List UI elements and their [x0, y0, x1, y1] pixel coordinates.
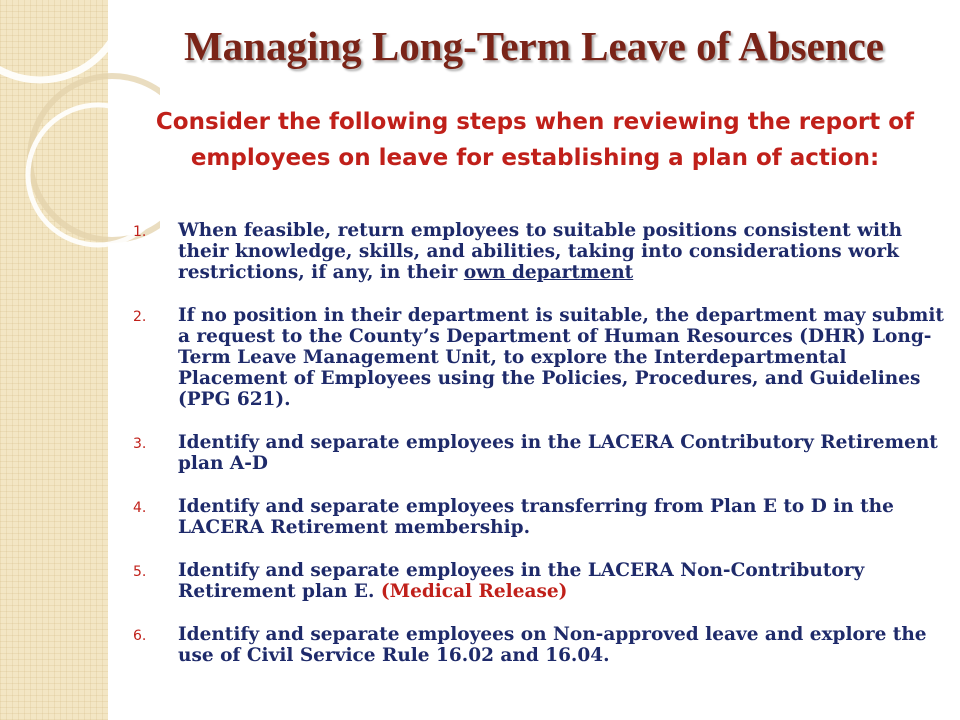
step-text: Identify and separate employees in the LACERA Non-Contributory Retirement plan E.	[178, 560, 865, 602]
step-item-1	[128, 220, 948, 283]
slide-title: Managing Long-Term Leave of Absence	[183, 23, 885, 69]
step-item-3	[128, 432, 948, 474]
step-item-4	[128, 496, 948, 538]
step-item-5	[128, 560, 948, 602]
step-text: If no position in their department is suitable, the department may submit a request to the County’s Department of Human Resources (DHR) Long-Term Leave Management Unit, to explore the Interdepartmental Placement of Employees using the Policies, Procedures, and Guidelines (PPG 621).	[178, 305, 944, 410]
step-number: 6.	[133, 628, 147, 644]
step-number: 1.	[133, 224, 147, 240]
step-number: 5.	[133, 564, 147, 580]
steps-list	[128, 220, 948, 666]
step-number: 3.	[133, 436, 147, 452]
step-number: 4.	[133, 500, 147, 516]
step-item-2	[128, 305, 948, 410]
step-text-highlight: (Medical Release)	[380, 581, 568, 602]
step-text-underlined: own department	[463, 262, 634, 283]
step-text: Identify and separate employees transferring from Plan E to D in the LACERA Retirement membership.	[178, 496, 894, 538]
step-number: 2.	[133, 309, 147, 325]
step-item-6	[128, 624, 948, 666]
step-text: Identify and separate employees in the LACERA Contributory Retirement plan A-D	[178, 432, 938, 474]
step-text: When feasible, return employees to suitable positions consistent with their knowledge, skills, and abilities, taking into considerations work restrictions, if any, in their	[178, 220, 903, 283]
step-text: Identify and separate employees on Non-approved leave and explore the use of Civil Service Rule 16.02 and 16.04.	[178, 624, 927, 666]
slide-subtitle: Consider the following steps when reviewing the report of employees on leave for establishing a plan of action:	[155, 109, 915, 171]
